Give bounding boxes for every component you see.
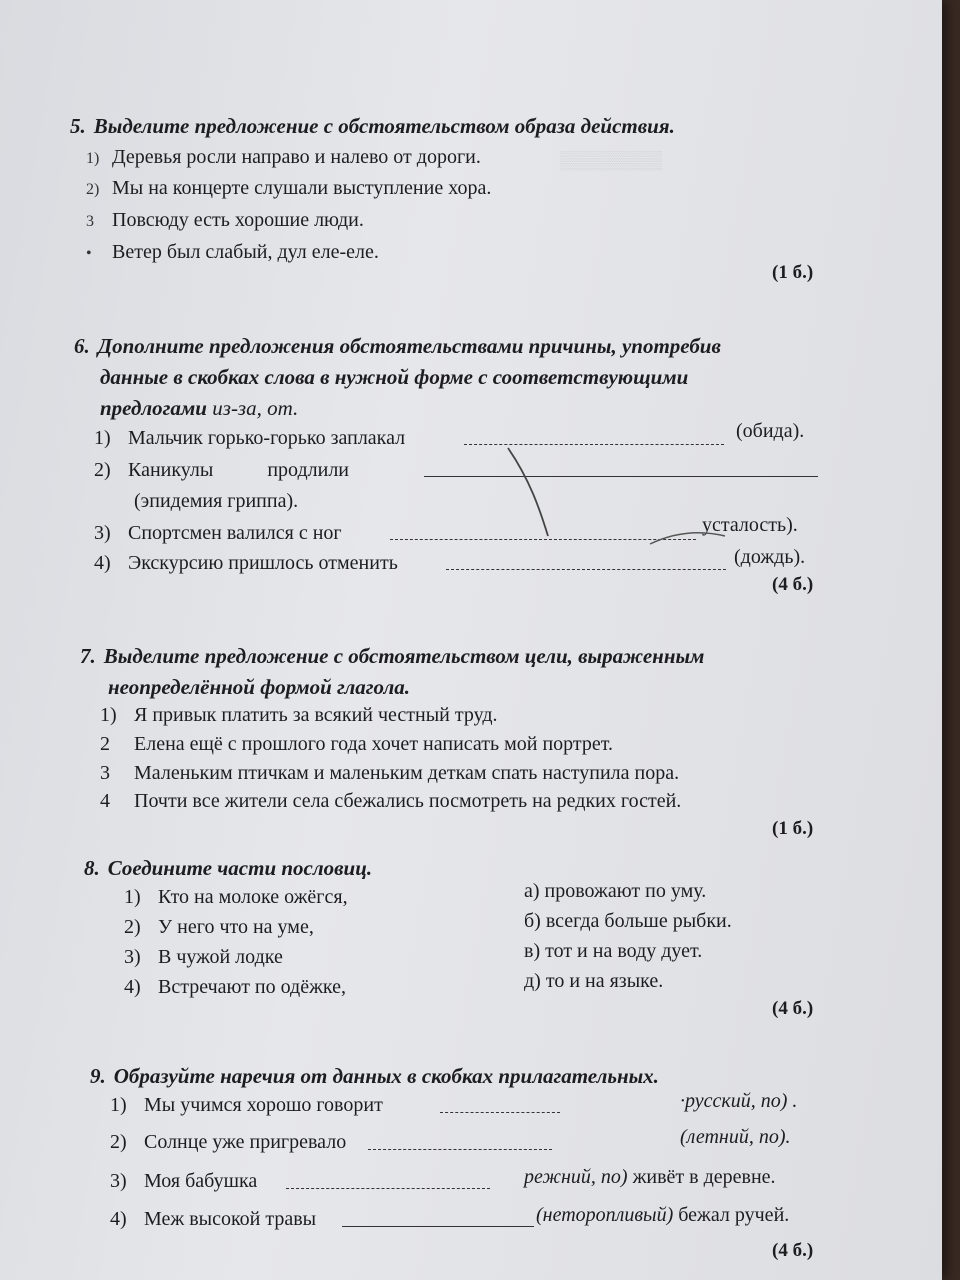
task9-heading <box>90 1064 659 1089</box>
task6-title-line3-bold: предлогами <box>100 396 207 420</box>
task8-left-3 <box>124 946 283 969</box>
item-text: Мальчик горько-горько заплакал <box>128 427 406 449</box>
task5-item-1[interactable] <box>86 146 481 169</box>
item-text: Мы на концерте слушали выступление хора. <box>112 177 492 199</box>
task6-hint-1: (обида). <box>736 420 805 442</box>
task6-hint-2: (эпидемия гриппа). <box>134 490 299 512</box>
item-text: Деревья росли направо и налево от дороги. <box>112 146 481 168</box>
task6-score: (4 б.) <box>772 574 814 595</box>
item-text: Каникулы <box>128 459 214 481</box>
task9-item-2 <box>110 1131 346 1154</box>
item-marker: 3) <box>94 522 111 544</box>
item-marker: 2) <box>124 916 141 938</box>
task6-title-line3-rest: из-за, от. <box>212 396 299 420</box>
item-text: В чужой лодке <box>158 946 283 968</box>
task9-answer-blank-4[interactable] <box>342 1212 536 1232</box>
item-marker: 2) <box>86 181 100 198</box>
item-marker: 2 <box>100 733 110 755</box>
item-marker: 1) <box>94 427 111 449</box>
item-marker: 1) <box>110 1094 127 1116</box>
task8-right-d: д) то и на языке. <box>524 970 664 992</box>
task8-right-a: а) провожают по уму. <box>524 880 707 902</box>
task7-item-3[interactable] <box>100 762 679 785</box>
task6-hint-4: (дождь). <box>734 546 806 568</box>
task9-answer-blank-3[interactable] <box>286 1174 492 1194</box>
task6-answer-blank-4[interactable] <box>446 555 730 575</box>
task8-title: Соедините части пословиц. <box>107 856 373 880</box>
task8-left-1 <box>124 886 348 909</box>
item-marker: • <box>86 245 92 262</box>
task9-item-1 <box>110 1094 383 1117</box>
item-text: Мы учимся хорошо говорит <box>144 1094 383 1116</box>
task9-hint-2: (летний, по). <box>680 1126 791 1148</box>
task7-item-1[interactable] <box>100 704 498 727</box>
task9-number: 9. <box>90 1064 106 1088</box>
task6-title-line3 <box>100 396 298 421</box>
task6-title-line1: Дополните предложения обстоятельствами причины, употребив <box>97 334 721 358</box>
task7-score: (1 б.) <box>772 818 814 839</box>
task8-right-v: в) тот и на воду дует. <box>524 940 703 962</box>
item-text: Ветер был слабый, дул еле-еле. <box>112 241 379 263</box>
task8-right-b: б) всегда больше рыбки. <box>524 910 732 932</box>
task9-tail-text-3: живёт в деревне. <box>632 1166 776 1188</box>
task5-item-3[interactable] <box>86 209 364 232</box>
item-marker: 1) <box>100 704 117 726</box>
task5-score: (1 б.) <box>772 262 814 283</box>
task5-heading <box>70 114 675 139</box>
item-marker: 3) <box>110 1170 127 1192</box>
task5-item-4[interactable] <box>86 241 379 264</box>
task9-item-4 <box>110 1208 316 1231</box>
item-marker: 3 <box>100 762 110 784</box>
item-text: Маленьким птичкам и маленьким деткам спать наступила пора. <box>134 762 680 784</box>
task9-score: (4 б.) <box>772 1240 814 1261</box>
task6-title-line2: данные в скобках слова в нужной форме с соответствующими <box>100 365 689 389</box>
task5-item-2[interactable] <box>86 177 491 200</box>
item-marker: 4 <box>100 790 110 812</box>
task9-answer-blank-2[interactable] <box>368 1135 558 1155</box>
task9-hint-3: режний, по) <box>524 1166 628 1188</box>
task9-tail-4 <box>536 1204 789 1227</box>
task7-item-4[interactable] <box>100 790 681 813</box>
task8-left-4 <box>124 976 346 999</box>
bleed-through-text: ▒▒▒▒▒▒▒▒ <box>560 150 663 170</box>
task6-hint-3: усталость). <box>702 514 798 536</box>
task7-number: 7. <box>80 644 96 668</box>
item-marker: 1) <box>86 150 100 167</box>
task6-item-3 <box>94 522 342 545</box>
task5-title: Выделите предложение с обстоятельством образа действия. <box>93 114 675 138</box>
task6-item-2 <box>94 459 349 482</box>
task7-heading-line1 <box>80 644 704 669</box>
task6-item-1 <box>94 427 405 450</box>
task8-score: (4 б.) <box>772 998 814 1019</box>
item-text: Я привык платить за всякий честный труд. <box>134 704 498 726</box>
item-text: Меж высокой травы <box>144 1208 317 1230</box>
task9-tail-3 <box>524 1166 776 1189</box>
item-marker: 2) <box>110 1131 127 1153</box>
task6-item-4 <box>94 552 398 575</box>
task9-hint-4: (неторопливый) <box>536 1204 674 1226</box>
task9-hint-1: ·русский, по) . <box>680 1090 798 1112</box>
item-text: У него что на уме, <box>158 916 314 938</box>
task6-number: 6. <box>74 334 90 358</box>
task7-title-line2: неопределённой формой глагола. <box>108 675 411 699</box>
item-marker: 2) <box>94 459 111 481</box>
item-text: Солнце уже пригревало <box>144 1131 347 1153</box>
pencil-mark <box>500 440 730 550</box>
task5-number: 5. <box>70 114 86 138</box>
item-marker: 3 <box>86 213 94 230</box>
item-marker: 4) <box>124 976 141 998</box>
item-text: Елена ещё с прошлого года хочет написать мой портрет. <box>134 733 614 755</box>
item-text: Моя бабушка <box>144 1170 258 1192</box>
item-marker: 1) <box>124 886 141 908</box>
task9-item-3 <box>110 1170 257 1193</box>
item-marker: 4) <box>110 1208 127 1230</box>
item-text: Экскурсию пришлось отменить <box>128 552 398 574</box>
item-text-2: продлили <box>267 459 350 481</box>
task8-number: 8. <box>84 856 100 880</box>
task7-title-line1: Выделите предложение с обстоятельством цели, выраженным <box>103 644 705 668</box>
item-marker: 3) <box>124 946 141 968</box>
task9-title: Образуйте наречия от данных в скобках прилагательных. <box>113 1064 659 1088</box>
task8-left-2 <box>124 916 314 939</box>
item-text: Спортсмен валился с ног <box>128 522 342 544</box>
task9-answer-blank-1[interactable] <box>440 1098 660 1118</box>
item-text: Кто на молоке ожёгся, <box>158 886 348 908</box>
task6-heading-line1 <box>74 334 721 359</box>
item-text: Повсюду есть хорошие люди. <box>112 209 364 231</box>
item-text: Встречают по одёжке, <box>158 976 347 998</box>
item-text: Почти все жители села сбежались посмотреть на редких гостей. <box>134 790 682 812</box>
task9-tail-text-4: бежал ручей. <box>678 1204 790 1226</box>
task8-heading <box>84 856 372 881</box>
task7-item-2[interactable] <box>100 733 613 756</box>
item-marker: 4) <box>94 552 111 574</box>
